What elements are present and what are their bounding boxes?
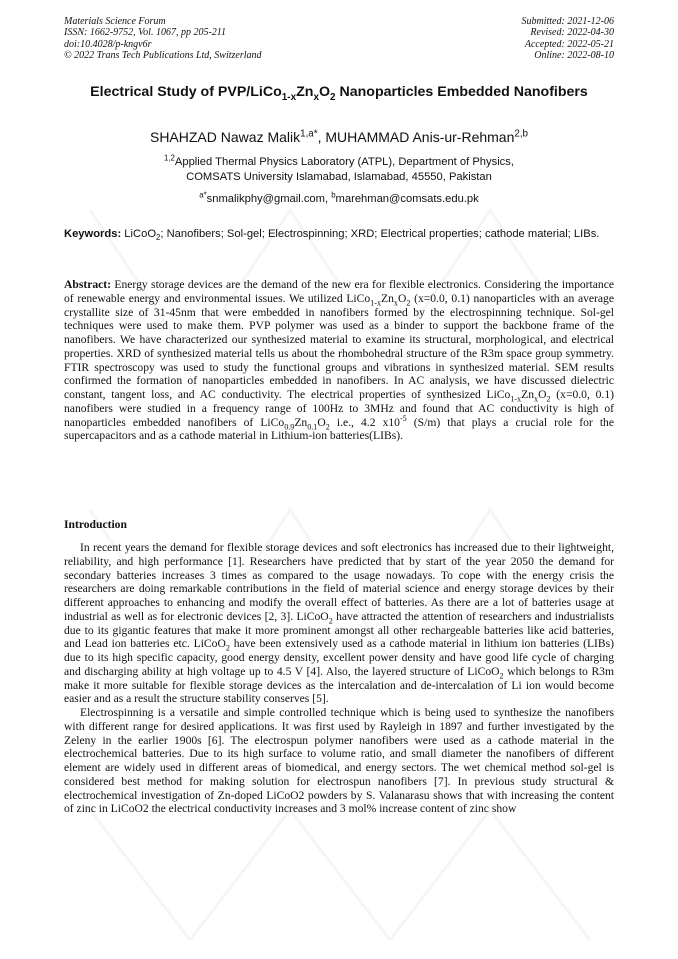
date-accepted: Accepted: 2022-05-21 <box>524 38 614 50</box>
doi: doi:10.4028/p-kngv6r <box>64 38 152 50</box>
journal-name: Materials Science Forum <box>64 16 166 27</box>
author-2: MUHAMMAD Anis-ur-Rehman <box>325 129 515 145</box>
email-b[interactable]: marehman@comsats.edu.pk <box>335 193 479 205</box>
issn-volume: ISSN: 1662-9752, Vol. 1067, pp 205-211 <box>64 27 227 39</box>
keywords-label: Keywords: <box>64 228 122 240</box>
copyright: © 2022 Trans Tech Publications Ltd, Switzerland <box>64 49 262 61</box>
keywords: Keywords: LiCoO$_2$; Nanofibers; Sol-gel; Electrospinning; XRD; Electrical properties; cathode material; LIBs. <box>64 228 600 243</box>
introduction-heading: Introduction <box>64 518 127 531</box>
email-a[interactable]: snmalikphy@gmail.com, <box>206 193 332 205</box>
date-submitted: Submitted: 2021-12-06 <box>521 16 614 27</box>
journal-info <box>64 16 262 61</box>
abstract-label: Abstract: <box>64 278 112 291</box>
author-list: SHAHZAD Nawaz Malik$^{1,a*}$, MUHAMMAD Anis-ur-Rehman$^{2,b}$ <box>149 128 529 145</box>
intro-paragraph-1: In recent years the demand for flexible storage devices and soft electronics has increased due to their lightweight, reliability, and high performance [1]. Researchers have predicted that by start of the year 2050 the demand for secondary batteries increases 3 times as compared to the usage nowadays. To cope with the energy crisis the researchers are doing remarkable contributions in the field of material science and energy storage devices by their different approaches to enhancing and modify the overall effect of batteries. As there are a lot of batteries usage at industrial as well as for electronic devices [2, 3]. LiCoO$_2$ have attracted the attention of researchers and industrialists due to its gigantic features that make it more prominent amongst all other rechargeable batteries like acid batteries, and Lead ion batteries etc. LiCoO$_2$ have been extensively used as a cathode material in lithium ion batteries (LIBs) due to its high specific capacity, good energy density, excellent power density and have good life cycle of charging and discharging ability at high voltage up to 4.5 V [4]. Also, the layered structure of LiCoO$_2$ which belongs to R3m make it more suitable for flexible storage devices as the intercalation and de-intercalation of Li ion would become easier and as a result the structure stability conserves [5]. <box>64 541 615 706</box>
submission-dates <box>522 16 615 61</box>
paper-title: Electrical Study of PVP/$LiCo_{1-x}Zn_xO_2$ Nanoparticles Embedded Nanofibers <box>90 84 588 103</box>
date-revised: Revised: 2022-04-30 <box>530 27 614 39</box>
date-online: Online: 2022-08-10 <box>534 49 614 61</box>
affiliation: $^{1,2}$Applied Thermal Physics Laboratory (ATPL), Department of Physics, COMSATS University Islamabad, Islamabad, 45550, Pakistan <box>164 153 514 183</box>
author-1: SHAHZAD Nawaz Malik <box>149 129 301 145</box>
introduction-body <box>64 541 614 816</box>
abstract: Abstract: Energy storage devices are the demand of the new era for flexible electronics. Considering the importance of renewable energy and environmental issues. We utilized $LiCo_{1-x}Zn_xO_2$ (x=0.0, 0.1) nanoparticles with an average crystallite size of 31-45nm that were embedded in nanofibers formed by the electrospinning technique. Sol-gel techniques were used to make them. PVP polymer was used as a binder to support the backbone frame of the nanofibers. We have characterized our synthesized material to examine its structural, morphological, and electrical properties. XRD of synthesized material tells us about the rhombohedral structure of the R3m space group symmetry. FTIR spectroscopy was used to study the functional groups and vibrations in synthesized material. SEM results confirmed the formation of nanoparticles embedded in nanofibers. In AC analysis, we have discussed dielectric constant, tangent loss, and AC conductivity. The electrical properties of synthesized $LiCo_{1-x}Zn_xO_2$ (x=0.0, 0.1) nanofibers were studied in a frequency range of 100Hz to 3MHz and found that AC conductivity is high of nanoparticles embedded nanofibers of $LiCo_{0.9}Zn_{0.1}O_2$ i.e., 4.2 $x10^{-5}$ (S/m) that plays a crucial role for the supercapacitors and as a cathode material in Lithium-ion batteries(LIBs). <box>64 278 615 443</box>
author-emails: $^{a*}$snmalikphy@gmail.com, $^b$marehman@comsats.edu.pk <box>199 190 479 205</box>
intro-paragraph-2: Electrospinning is a versatile and simple controlled technique which is being used to synthesize the nanofibers with different range for desired applications. It was first used by Rayleigh in 1897 and further investigated by the Zeleny in the earlier 1900s [6]. The electrospun polymer nanofibers were used as a cathode material in the electrochemical batteries. Due to its high surface to volume ratio, and small diameter the nanofibers of different element are widely used in different areas of biomedical, and energy sectors. The wet chemical method sol-gel is considered best method for making solution for electrospun nanofibers [7]. In previous study structural & electrochemical investigation of Zn-doped LiCoO2 powders by S. Valanarasu shows that with increasing the content of zinc in LiCoO2 the electrical conductivity increases and 3 mol% increase content of zinc show <box>64 706 614 816</box>
